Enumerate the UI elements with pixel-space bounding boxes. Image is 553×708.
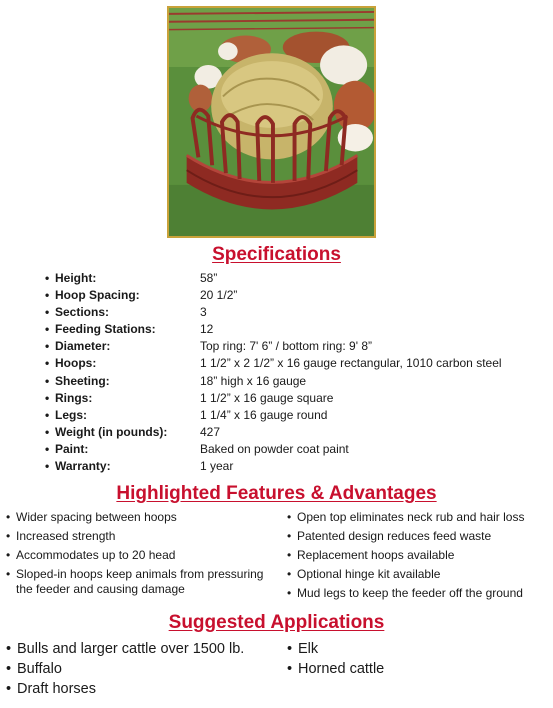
list-item: • Open top eliminates neck rub and hair loss xyxy=(287,510,549,525)
spec-label: • Weight (in pounds): xyxy=(45,424,167,441)
spec-value: 1 year xyxy=(200,459,234,474)
list-item: • Draft horses xyxy=(6,679,286,699)
hay-feeder-illustration xyxy=(169,8,374,236)
spec-value: 3 xyxy=(200,305,207,320)
spec-value: 18” high x 16 gauge xyxy=(200,373,307,388)
spec-label: • Hoops: xyxy=(45,355,96,372)
specifications-heading: Specifications xyxy=(212,244,341,265)
spec-row-hoop-spacing xyxy=(0,287,553,304)
spec-value: 12 xyxy=(200,322,214,337)
applications-list-left xyxy=(6,639,286,699)
spec-row-sheeting xyxy=(0,373,553,390)
list-item: • Elk xyxy=(287,639,547,659)
applications-heading: Suggested Applications xyxy=(168,612,385,633)
applications-list-right xyxy=(287,639,547,679)
list-item: • Mud legs to keep the feeder off the ground xyxy=(287,586,549,601)
spec-row-sections xyxy=(0,304,553,321)
list-item: • Increased strength xyxy=(6,529,276,544)
spec-row-diameter xyxy=(0,338,553,355)
product-photo xyxy=(167,6,376,238)
list-item: • Buffalo xyxy=(6,659,286,679)
list-item: • Replacement hoops available xyxy=(287,548,549,563)
features-list-right xyxy=(287,510,549,605)
spec-row-paint xyxy=(0,441,553,458)
list-item: • Accommodates up to 20 head xyxy=(6,548,276,563)
spec-value: 20 1/2” xyxy=(200,288,238,303)
spec-label: • Sections: xyxy=(45,304,109,321)
spec-row-weight xyxy=(0,424,553,441)
spec-label: • Paint: xyxy=(45,441,88,458)
spec-value: 1 1/2” x 16 gauge square xyxy=(200,390,334,405)
spec-value: Top ring: 7' 6” / bottom ring: 9' 8” xyxy=(200,339,372,354)
spec-row-rings xyxy=(0,390,553,407)
features-heading: Highlighted Features & Advantages xyxy=(116,483,437,504)
list-item: • Patented design reduces feed waste xyxy=(287,529,549,544)
spec-value: 58” xyxy=(200,271,218,285)
spec-label: • Hoop Spacing: xyxy=(45,287,140,304)
spec-label: • Rings: xyxy=(45,390,92,407)
list-item: • Optional hinge kit available xyxy=(287,567,549,582)
spec-label: • Warranty: xyxy=(45,458,111,475)
spec-label: • Sheeting: xyxy=(45,373,110,390)
spec-row-warranty xyxy=(0,458,553,475)
features-list-left xyxy=(6,510,276,601)
list-item: • Bulls and larger cattle over 1500 lb. xyxy=(6,639,286,659)
spec-row-feeding-stations xyxy=(0,321,553,338)
spec-label: • Diameter: xyxy=(45,338,110,355)
spec-row-hoops xyxy=(0,355,553,372)
spec-label: • Legs: xyxy=(45,407,87,424)
list-item: • Horned cattle xyxy=(287,659,547,679)
list-item: • Wider spacing between hoops xyxy=(6,510,276,525)
spec-value: 1 1/4” x 16 gauge round xyxy=(200,407,328,422)
spec-value: 427 xyxy=(200,424,221,439)
spec-value: Baked on powder coat paint xyxy=(200,441,349,456)
spec-value: 1 1/2” x 2 1/2” x 16 gauge rectangular, 1010 carbon steel xyxy=(200,356,502,371)
list-item: • Sloped-in hoops keep animals from pressuring the feeder and causing damage xyxy=(6,567,276,597)
specifications-list xyxy=(0,270,553,475)
spec-row-height xyxy=(0,270,553,287)
spec-label: • Height: xyxy=(45,270,96,287)
spec-label: • Feeding Stations: xyxy=(45,321,156,338)
spec-row-legs xyxy=(0,407,553,424)
